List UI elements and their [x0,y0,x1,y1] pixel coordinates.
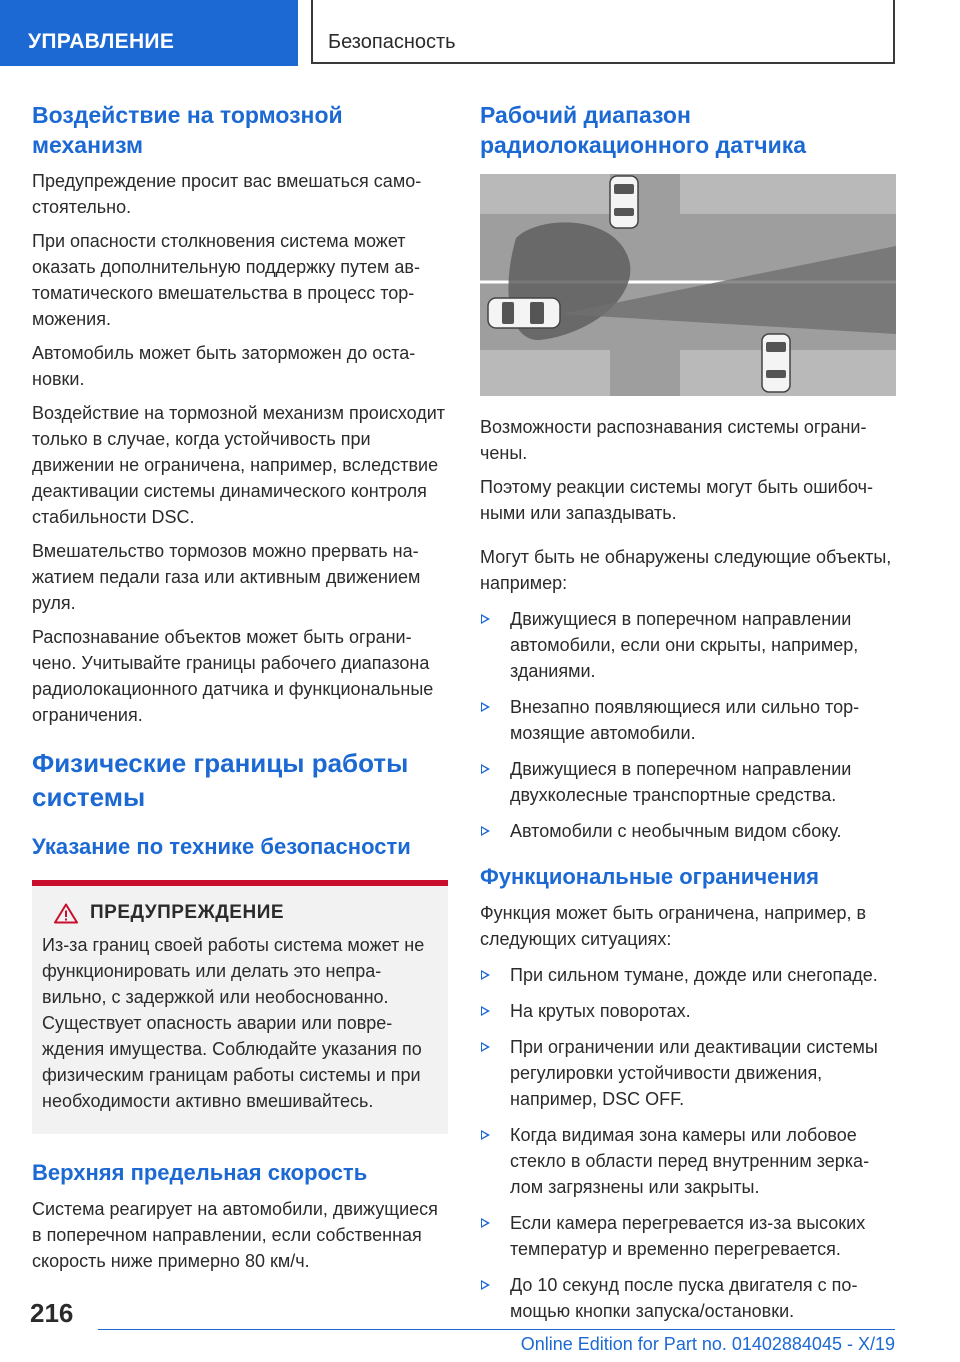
bullet-triangle-icon [481,1218,490,1228]
paragraph: Воздействие на тормозной механизм происходит только в случае, когда устойчивость при движении не ограничена, например, вследствие деактивации системы динамического контроля стабильности DSC. [32,403,446,527]
warning-title: ПРЕДУПРЕЖДЕНИЕ [90,902,285,923]
bullet-triangle-icon [481,1280,490,1290]
paragraph: Поэтому реакции системы могут быть ошибочными или запаздывать. [480,477,873,523]
brake-heading: Воздействие на тормозной механизм [32,102,343,158]
safety-heading: Указание по технике безопасности [32,834,411,859]
limits-heading: Физические границы работы системы [32,748,409,812]
bullet-triangle-icon [481,1042,490,1052]
func-list [480,962,896,1324]
footer-edition: Online Edition for Part no. 01402884045 - X/19 [520,1334,895,1354]
paragraph: При опасности столкновения система может оказать дополнительную поддержку путем автоматического вмешательства в процесс торможения. [32,231,420,329]
list-item: Движущиеся в поперечном направлении автомобили, если они скрыты, например, зданиями. [480,606,896,684]
paragraph: Вмешательство тормозов можно прервать нажатием педали газа или активным движением руля. [32,541,421,613]
warning-header [42,902,438,924]
left-column [32,100,448,1274]
range-heading: Рабочий диапазон радиолокационного датчика [480,102,807,158]
list-item: На крутых поворотах. [480,998,896,1024]
section-title: Безопасность [311,0,895,64]
warning-box [32,880,448,1134]
paragraph: Автомобиль может быть заторможен до остановки. [32,343,416,389]
paragraph: Система реагирует на автомобили, движущиеся в поперечном направлении, если собственная скорость ниже примерно 80 км/ч. [32,1199,438,1271]
paragraph: Распознавание объектов может быть ограничено. Учитывайте границы рабочего диапазона радиолокационного датчика и функциональные ограничения. [32,627,434,725]
bullet-triangle-icon [481,614,490,624]
car-left [488,298,560,328]
car-right [762,334,790,392]
list-item: При сильном тумане, дожде или снегопаде. [480,962,896,988]
warning-triangle-icon [54,903,78,924]
chapter-tab: УПРАВЛЕНИЕ [0,0,298,66]
list-item: Движущиеся в поперечном направлении двухколесные транспортные средства. [480,756,896,808]
func-heading: Функциональные ограничения [480,864,819,889]
footer-divider [98,1329,895,1330]
paragraph: Возможности распознавания системы ограничены. [480,417,867,463]
bullet-triangle-icon [481,826,490,836]
paragraph: Могут быть не обнаружены следующие объекты, например: [480,547,892,593]
list-item: Когда видимая зона камеры или лобовое стекло в области перед внутренним зеркалом загрязнены или закрыты. [480,1122,896,1200]
bullet-triangle-icon [481,1006,490,1016]
car-top [610,176,638,228]
list-item: Если камера перегревается из-за высоких температур и временно перегревается. [480,1210,896,1262]
bullet-triangle-icon [481,702,490,712]
list-item: До 10 секунд после пуска двигателя с помощью кнопки запуска/остановки. [480,1272,896,1324]
bullet-triangle-icon [481,764,490,774]
objects-list [480,606,896,844]
bullet-triangle-icon [481,1130,490,1140]
warning-text: Из-за границ своей работы система может не функционировать или делать это неправильно, с задержкой или необоснованно. Существует опасность аварии или повреждения имущества. Соблюдайте указания по физическим границам работы системы и при необходимости активно вмешивайтесь. [42,935,425,1111]
list-item: Автомобили с необычным видом сбоку. [480,818,896,844]
speed-heading: Верхняя предельная скорость [32,1160,368,1185]
list-item: При ограничении или деактивации системы регулировки устойчивости движения, например, DSC OFF. [480,1034,896,1112]
right-column [480,100,896,1324]
paragraph: Предупреждение просит вас вмешаться самостоятельно. [32,171,422,217]
list-item: Внезапно появляющиеся или сильно тормозящие автомобили. [480,694,896,746]
radar-range-diagram [480,174,896,396]
page-number: 216 [30,1298,74,1328]
bullet-triangle-icon [481,970,490,980]
paragraph: Функция может быть ограничена, например, в следующих ситуациях: [480,903,867,949]
